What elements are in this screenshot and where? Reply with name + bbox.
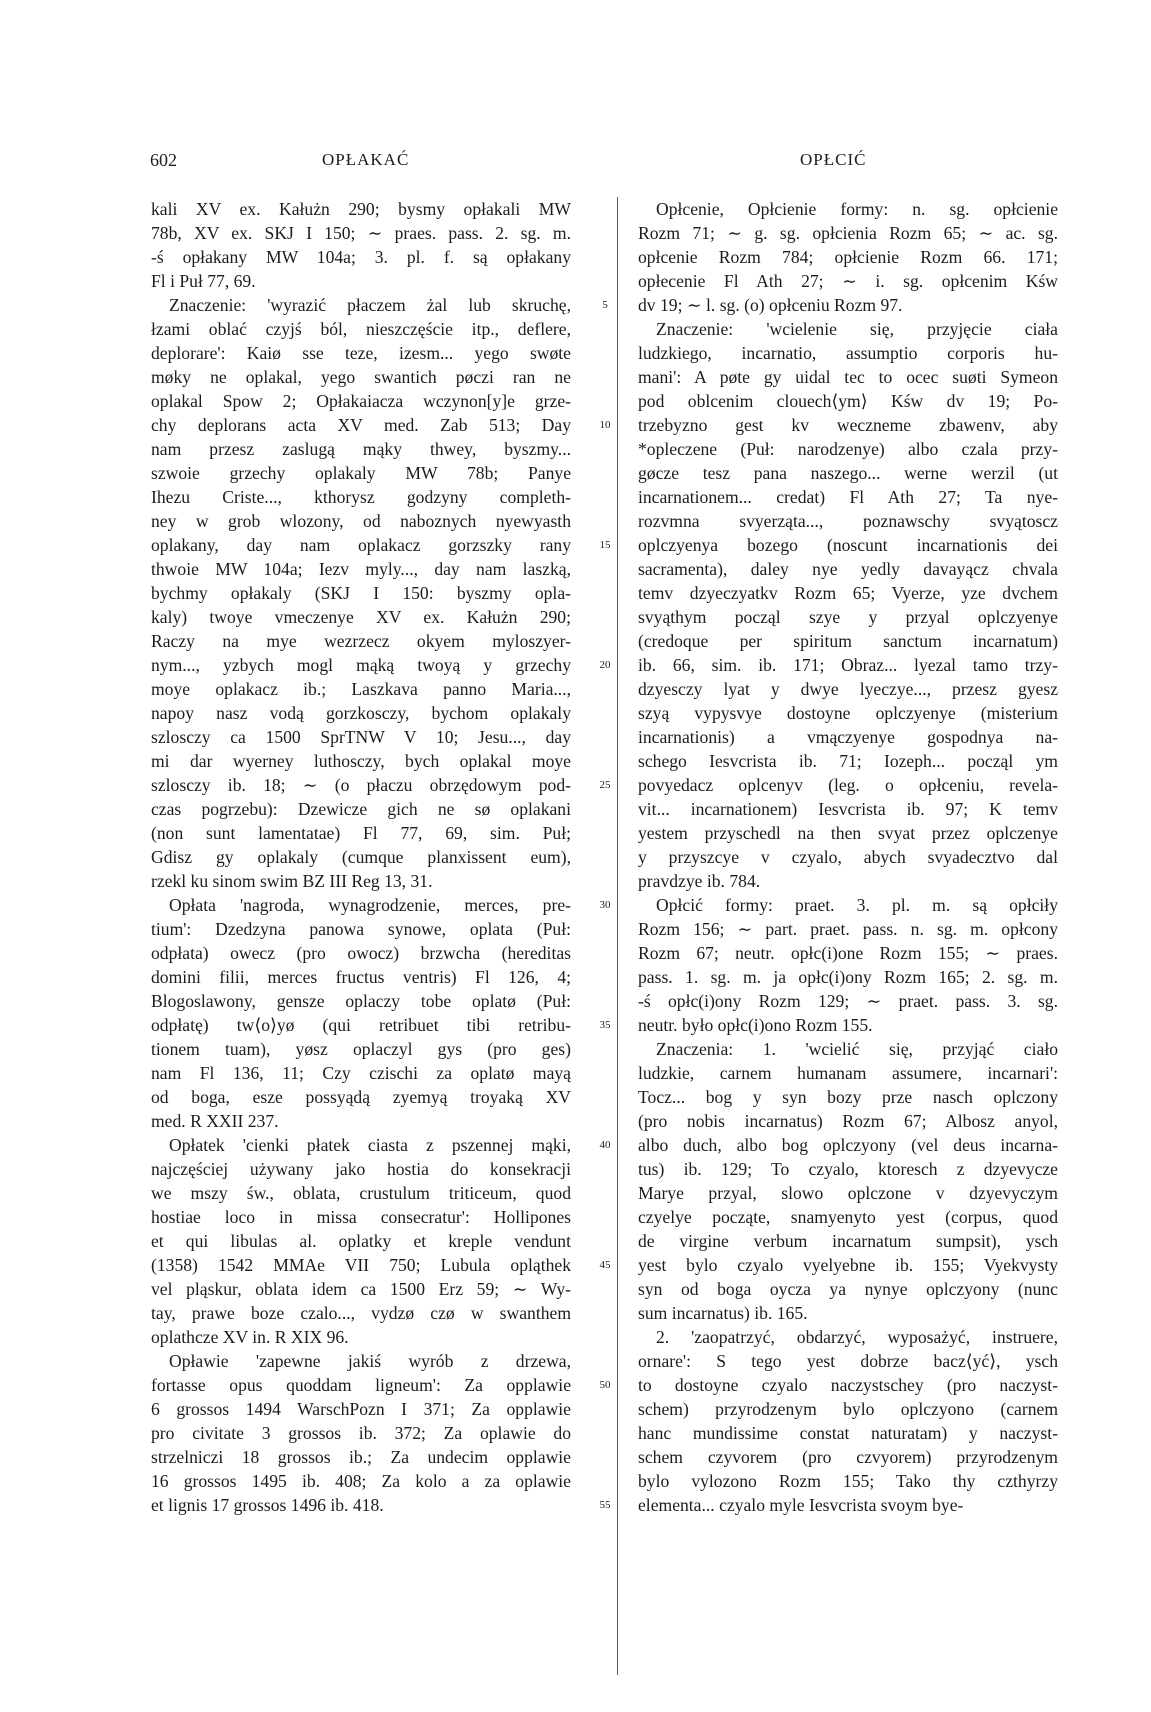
- text-line: rzekl ku sinom swim BZ III Reg 13, 31.: [151, 871, 433, 891]
- text-line: thwoie MW 104a; Iezv myly..., day nam laszką,: [151, 559, 571, 579]
- text-line: -ś opłc(i)ony Rozm 129; ∼ praet. pass. 3. sg.: [638, 991, 1058, 1011]
- text-line: (non sunt lamentatae) Fl 77, 69, sim. Puł;: [151, 823, 571, 843]
- left-running-head: OPŁAKAĆ: [322, 150, 410, 169]
- text-line: szlosczy ca 1500 SprTNW V 10; Jesu..., day: [151, 727, 571, 747]
- text-line: we mszy św., oblata, crustulum triticeum, quod: [151, 1183, 571, 1203]
- text-line: najczęściej używany jako hostia do konsekracji: [151, 1159, 571, 1179]
- text-line: vit... incarnationem) Iesvcrista ib. 97; K temv: [638, 799, 1058, 819]
- text-line: fortasse opus quoddam ligneum': Za opplawie: [151, 1375, 571, 1395]
- text-line: dv 19; ∼ l. sg. (o) opłceniu Rozm 97.: [638, 295, 903, 315]
- text-line: Opłata 'nagroda, wynagrodzenie, merces, pre-: [169, 895, 571, 915]
- line-number: 20: [599, 659, 611, 671]
- text-line: albo duch, albo bog oplczyony (vel deus incarna-: [638, 1135, 1058, 1155]
- text-line: gøcze tesz pana naszego... werne werzil (ut: [638, 463, 1058, 483]
- text-line: ludzkie, carnem humanam assumere, incarnari':: [638, 1063, 1058, 1083]
- text-line: dzyesczy lyat y dwye lyeczye..., przesz gyesz: [638, 679, 1058, 699]
- text-line: (1358) 1542 MMAe VII 750; Lubula opląthek: [151, 1255, 571, 1275]
- text-line: elementa... czyalo myle Iesvcrista svoym bye-: [638, 1495, 964, 1515]
- text-line: tus) ib. 129; To czyalo, ktoresch z dzyevycze: [638, 1159, 1058, 1179]
- text-line: Tocz... bog y syn bozy prze nasch oplczony: [638, 1087, 1058, 1107]
- text-line: napoy nasz vodą gorzkosczy, bychom oplakaly: [151, 703, 571, 723]
- text-line: kali XV ex. Kałużn 290; bysmy opłakali MW: [151, 199, 571, 219]
- text-line: pro civitate 3 grossos ib. 372; Za oplawie do: [151, 1423, 571, 1443]
- text-line: 78b, XV ex. SKJ I 150; ∼ praes. pass. 2. sg. m.: [151, 223, 571, 243]
- text-line: syn od boga oycza ya nynye oplczyony (nunc: [638, 1279, 1058, 1299]
- line-number: 55: [599, 1499, 611, 1511]
- text-line: Raczy na mye wezrzecz okyem myloszyer-: [151, 631, 571, 651]
- text-line: pass. 1. sg. m. ja opłc(i)ony Rozm 165; 2. sg. m.: [638, 967, 1058, 987]
- text-line: tionem tuam), yøsz oplaczyl gys (pro ges): [151, 1039, 571, 1059]
- text-line: schem) przyrodzenym bylo oplczyono (carnem: [638, 1399, 1058, 1419]
- text-line: hanc mundissime constat naturatam) y naczyst-: [638, 1423, 1058, 1443]
- text-line: oplakany, day nam oplakacz gorzszky rany: [151, 535, 571, 555]
- text-line: et lignis 17 grossos 1496 ib. 418.: [151, 1495, 384, 1515]
- text-line: med. R XXII 237.: [151, 1111, 279, 1131]
- text-line: Opłcić formy: praet. 3. pl. m. są opłciły: [656, 895, 1058, 915]
- text-line: vel pląskur, oblata idem ca 1500 Erz 59; ∼ Wy-: [151, 1279, 571, 1299]
- text-line: Znaczenie: 'wcielenie się, przyjęcie ciała: [656, 319, 1058, 339]
- text-line: opłecenie Fl Ath 27; ∼ i. sg. opłcenim Kśw: [638, 271, 1058, 291]
- text-line: sum incarnatus) ib. 165.: [638, 1303, 808, 1323]
- line-number: 10: [599, 419, 611, 431]
- line-number: 35: [599, 1019, 611, 1031]
- text-line: schego Iesvcrista ib. 71; Iozeph... począl ym: [638, 751, 1058, 771]
- text-line: ney w grob wlozony, od naboznych nyewyasth: [151, 511, 571, 531]
- text-line: strzelniczi 18 grossos ib.; Za undecim opplawie: [151, 1447, 571, 1467]
- text-line: oplczyenya bozego (noscunt incarnationis dei: [638, 535, 1058, 555]
- text-line: bychmy opłakaly (SKJ I 150: byszmy opla-: [151, 583, 571, 603]
- text-line: nam przesz zaslugą mąky thwey, byszmy...: [151, 439, 571, 459]
- right-column: [638, 197, 1058, 1517]
- line-number: 40: [599, 1139, 611, 1151]
- text-line: mani': A pøte gy uidal tec to ocec suøti Symeon: [638, 367, 1058, 387]
- text-line: czas pogrzebu): Dzewicze gich ne sø oplakani: [151, 799, 571, 819]
- text-line: oplathcze XV in. R XIX 96.: [151, 1327, 349, 1347]
- text-line: pravdzye ib. 784.: [638, 871, 761, 891]
- text-line: yest bylo czyalo vyelyebne ib. 155; Vyekvysty: [638, 1255, 1058, 1275]
- text-line: incarnationem... credat) Fl Ath 27; Ta nye-: [638, 487, 1058, 507]
- text-line: odpłatę) tw⟨o⟩yø (qui retribuet tibi retribu-: [151, 1015, 571, 1035]
- text-line: to dostoyne czyalo naczystschey (pro naczyst-: [638, 1375, 1058, 1395]
- line-number: 25: [599, 779, 611, 791]
- text-line: Znaczenia: 1. 'wcielić się, przyjąć ciało: [656, 1039, 1058, 1059]
- text-line: trzebyzno gest kv weczneme zbawenv, aby: [638, 415, 1058, 435]
- text-line: oplakal Spow 2; Opłakaiacza wczynon[y]e grze-: [151, 391, 571, 411]
- right-running-head: OPŁCIĆ: [800, 150, 867, 169]
- text-line: ornare': S tego yest dobrze bacz⟨yć⟩, ysch: [638, 1351, 1058, 1371]
- text-line: *opleczene (Puł: narodzenye) albo czala przy-: [638, 439, 1058, 459]
- text-line: łzami oblać czyjś ból, nieszczęście itp., deflere,: [151, 319, 571, 339]
- text-line: pod oblcenim clouech⟨ym⟩ Kśw dv 19; Po-: [638, 391, 1058, 411]
- text-line: odpłata) owecz (pro owocz) brzwcha (hereditas: [151, 943, 571, 963]
- text-line: svyąthym począl szye y przyal oplczyenye: [638, 607, 1058, 627]
- text-line: povyedacz oplcenyv (leg. o opłceniu, revela-: [638, 775, 1058, 795]
- line-number: 30: [599, 899, 611, 911]
- text-line: Blogoslawony, gensze oplaczy tobe oplatø (Puł:: [151, 991, 571, 1011]
- text-line: y przyszcye v czyalo, abych svyadecztvo dal: [638, 847, 1058, 867]
- text-line: nym..., yzbych mogl mąką twoyą y grzechy: [151, 655, 571, 675]
- text-line: opłcenie Rozm 784; opłcienie Rozm 66. 171;: [638, 247, 1058, 267]
- text-line: tium': Dzedzyna panowa synowe, oplata (Puł:: [151, 919, 571, 939]
- text-line: ludzkiego, incarnatio, assumptio corporis hu-: [638, 343, 1058, 363]
- text-line: de virgine verbum incarnatum sumpsit), ysch: [638, 1231, 1058, 1251]
- line-number: 15: [599, 539, 611, 551]
- text-line: szlosczy ib. 18; ∼ (o płaczu obrzędowym pod-: [151, 775, 571, 795]
- text-line: Opłcenie, Opłcienie formy: n. sg. opłcienie: [656, 199, 1058, 219]
- text-line: et qui libulas al. oplatky et kreple vendunt: [151, 1231, 571, 1251]
- text-line: Rozm 67; neutr. opłc(i)one Rozm 155; ∼ praes.: [638, 943, 1058, 963]
- text-line: Marye przyal, slowo oplczone v dzyevyczym: [638, 1183, 1058, 1203]
- text-line: møky ne oplakal, yego swantich pøczi ran ne: [151, 367, 571, 387]
- text-line: Rozm 156; ∼ part. praet. pass. n. sg. m. opłcony: [638, 919, 1058, 939]
- text-line: kaly) twoye vmeczenye XV ex. Kałużn 290;: [151, 607, 571, 627]
- text-line: sacramenta), daley nye yedly davayącz chvala: [638, 559, 1058, 579]
- text-line: Opłatek 'cienki płatek ciasta z pszennej mąki,: [169, 1135, 571, 1155]
- text-line: Opławie 'zapewne jakiś wyrób z drzewa,: [169, 1351, 571, 1371]
- text-line: mi dar wyerney luthosczy, bych oplakal moye: [151, 751, 571, 771]
- text-line: szwoie grzechy oplakaly MW 78b; Panye: [151, 463, 571, 483]
- left-column: [151, 197, 571, 1517]
- line-number: 5: [602, 299, 608, 311]
- text-line: chy deplorans acta XV med. Zab 513; Day: [151, 415, 571, 435]
- page-number: 602: [150, 150, 177, 170]
- text-line: -ś opłakany MW 104a; 3. pl. f. są opłakany: [151, 247, 571, 267]
- text-line: domini filii, merces fructus ventris) Fl 126, 4;: [151, 967, 571, 987]
- text-line: czyelye począte, snamyenyto yest (corpus, quod: [638, 1207, 1058, 1227]
- line-number: 50: [599, 1379, 611, 1391]
- text-line: od boga, esze possyądą zyemyą troyaką XV: [151, 1087, 571, 1107]
- text-line: Ihezu Criste..., kthorysz godzyny completh-: [151, 487, 571, 507]
- text-line: 6 grossos 1494 WarschPozn I 371; Za opplawie: [151, 1399, 571, 1419]
- text-line: tay, prawe boze czalo..., vydzø czø w swanthem: [151, 1303, 571, 1323]
- text-line: yestem przyschedl na then svyat przez oplczenye: [638, 823, 1058, 843]
- text-line: szyą vypysvye dostoyne oplczyenye (misterium: [638, 703, 1058, 723]
- text-line: hostiae loco in missa consecratur': Hollipones: [151, 1207, 571, 1227]
- text-line: Gdisz gy oplakaly (cumque planxissent eum),: [151, 847, 571, 867]
- text-line: (credoque per spiritum sanctum incarnatum): [638, 631, 1058, 651]
- text-line: deplorare': Kaiø sse teze, izesm... yego swøte: [151, 343, 571, 363]
- text-line: 16 grossos 1495 ib. 408; Za kolo a za oplawie: [151, 1471, 571, 1491]
- text-line: nam Fl 136, 11; Czy czischi za oplatø mayą: [151, 1063, 571, 1083]
- text-line: Rozm 71; ∼ g. sg. opłcienia Rozm 65; ∼ ac. sg.: [638, 223, 1058, 243]
- text-line: incarnationis) a vmączyenye gospodnya na-: [638, 727, 1058, 747]
- text-line: 2. 'zaopatrzyć, obdarzyć, wyposażyć, instruere,: [656, 1327, 1058, 1347]
- line-number: 45: [599, 1259, 611, 1271]
- column-rule: [617, 197, 618, 1675]
- text-line: ib. 66, sim. ib. 171; Obraz... lyezal tamo trzy-: [638, 655, 1058, 675]
- text-line: rozvmna svyerząta..., poznawschy svyątoscz: [638, 511, 1058, 531]
- text-line: neutr. było opłc(i)ono Rozm 155.: [638, 1015, 873, 1035]
- text-line: moye oplakacz ib.; Laszkava panno Maria...,: [151, 679, 571, 699]
- text-line: temv dzyeczyatkv Rozm 65; Vyerze, yze dvchem: [638, 583, 1058, 603]
- text-line: bylo vylozono Rozm 155; Tako thy czthyrzy: [638, 1471, 1058, 1491]
- text-line: schem czyvorem (pro czvyorem) przyrodzenym: [638, 1447, 1058, 1467]
- text-line: (pro nobis incarnatus) Rozm 67; Albosz anyol,: [638, 1111, 1058, 1131]
- text-line: Fl i Puł 77, 69.: [151, 271, 256, 291]
- text-line: Znaczenie: 'wyrazić płaczem żal lub skruchę,: [169, 295, 571, 315]
